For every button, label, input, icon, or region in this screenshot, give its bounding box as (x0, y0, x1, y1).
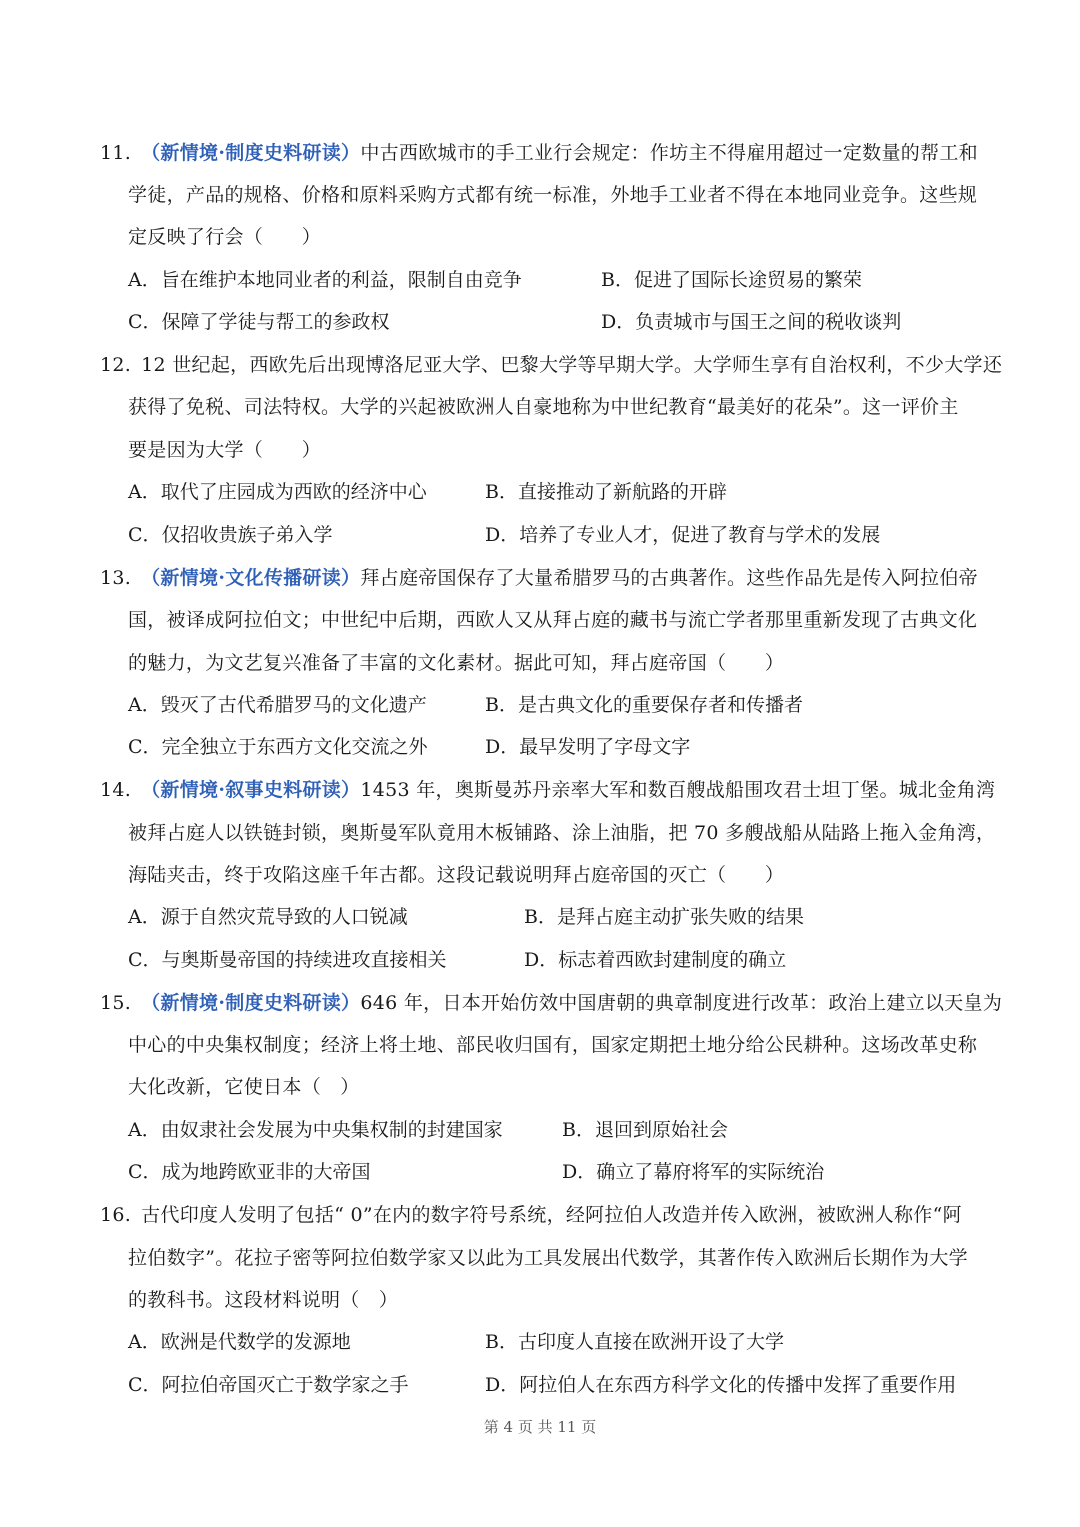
option-d[interactable]: D．最早发明了字母文字 (485, 736, 691, 758)
option-c[interactable]: C．阿拉伯帝国灭亡于数学家之手 (128, 1374, 409, 1396)
option-c[interactable]: C．保障了学徒与帮工的参政权 (128, 311, 390, 333)
page-footer: 第 4 页 共 11 页 (483, 1418, 597, 1436)
question-text: 国，被译成阿拉伯文；中世纪中后期，西欧人又从拜占庭的藏书与流亡学者那里重新发现了古典文化 (128, 609, 978, 631)
option-d[interactable]: D．负责城市与国王之间的税收谈判 (601, 311, 902, 333)
option-c[interactable]: C．成为地跨欧亚非的大帝国 (128, 1161, 371, 1183)
question-number: 12. (100, 354, 132, 376)
question-text: 的魅力，为文艺复兴准备了丰富的文化素材。据此可知，拜占庭帝国（ ） (128, 652, 785, 674)
question-number: 15. (100, 992, 132, 1014)
question-text: 获得了免税、司法特权。大学的兴起被欧洲人自豪地称为中世纪教育“最美好的花朵”。这一评价主 (128, 396, 959, 418)
option-a[interactable]: A．旨在维护本地同业者的利益，限制自由竞争 (128, 269, 522, 291)
question-text: 中心的中央集权制度；经济上将土地、部民收归国有，国家定期把土地分给公民耕种。这场改革史称 (128, 1034, 978, 1056)
question-text: 的教科书。这段材料说明（ ） (128, 1289, 399, 1311)
question-text: 中古西欧城市的手工业行会规定：作坊主不得雇用超过一定数量的帮工和 (360, 142, 978, 164)
option-a[interactable]: A．取代了庄园成为西欧的经济中心 (128, 481, 427, 503)
question-tag: （新情境·制度史料研读） (141, 142, 361, 164)
question-first-line (100, 777, 995, 803)
option-b[interactable]: B．是古典文化的重要保存者和传播者 (485, 694, 803, 716)
option-d[interactable]: D．确立了幕府将军的实际统治 (562, 1161, 825, 1183)
option-b[interactable]: B．直接推动了新航路的开辟 (485, 481, 727, 503)
question-first-line (100, 140, 978, 166)
question-first-line (100, 352, 1002, 378)
question-text: 定反映了行会（ ） (128, 226, 322, 248)
option-a[interactable]: A．欧洲是代数学的发源地 (128, 1331, 351, 1353)
option-b[interactable]: B．促进了国际长途贸易的繁荣 (601, 269, 862, 291)
question-first-line (100, 1202, 962, 1228)
question-first-line (100, 565, 978, 591)
question-tag: （新情境·文化传播研读） (141, 567, 361, 589)
question-first-line (100, 990, 1002, 1016)
question-tag: （新情境·叙事史料研读） (141, 779, 361, 801)
option-d[interactable]: D．阿拉伯人在东西方科学文化的传播中发挥了重要作用 (485, 1374, 957, 1396)
question-tag: （新情境·制度史料研读） (141, 992, 361, 1014)
option-b[interactable]: B．古印度人直接在欧洲开设了大学 (485, 1331, 784, 1353)
option-a[interactable]: A．源于自然灾荒导致的人口锐减 (128, 906, 408, 928)
question-text: 学徒，产品的规格、价格和原料采购方式都有统一标准，外地手工业者不得在本地同业竞争。这些规 (128, 184, 978, 206)
question-number: 13. (100, 567, 132, 589)
option-b[interactable]: B．是拜占庭主动扩张失败的结果 (524, 906, 804, 928)
option-c[interactable]: C．完全独立于东西方文化交流之外 (128, 736, 428, 758)
question-text: 12 世纪起，西欧先后出现博洛尼亚大学、巴黎大学等早期大学。大学师生享有自治权利，不少大学还 (141, 354, 1003, 376)
option-d[interactable]: D．标志着西欧封建制度的确立 (524, 949, 787, 971)
question-text: 要是因为大学（ ） (128, 439, 322, 461)
question-text: 1453 年，奥斯曼苏丹亲率大军和数百艘战船围攻君士坦丁堡。城北金角湾 (360, 779, 996, 801)
option-a[interactable]: A．毁灭了古代希腊罗马的文化遗产 (128, 694, 427, 716)
question-text: 古代印度人发明了包括“ 0”在内的数字符号系统，经阿拉伯人改造并传入欧洲，被欧洲人称作“阿 (141, 1204, 962, 1226)
question-text: 海陆夹击，终于攻陷这座千年古都。这段记载说明拜占庭帝国的灭亡（ ） (128, 864, 785, 886)
question-text: 被拜占庭人以铁链封锁，奥斯曼军队竟用木板铺路、涂上油脂，把 70 多艘战船从陆路上拖入金角湾， (128, 822, 996, 844)
question-text: 拉伯数字”。花拉子密等阿拉伯数学家又以此为工具发展出代数学，其著作传入欧洲后长期作为大学 (128, 1247, 968, 1269)
question-number: 11. (100, 142, 132, 164)
question-number: 14. (100, 779, 132, 801)
option-a[interactable]: A．由奴隶社会发展为中央集权制的封建国家 (128, 1119, 503, 1141)
question-text: 大化改新，它使日本（ ） (128, 1076, 360, 1098)
option-d[interactable]: D．培养了专业人才，促进了教育与学术的发展 (485, 524, 881, 546)
question-text: 646 年，日本开始仿效中国唐朝的典章制度进行改革：政治上建立以天皇为 (360, 992, 1003, 1014)
option-c[interactable]: C．仅招收贵族子弟入学 (128, 524, 333, 546)
option-c[interactable]: C．与奥斯曼帝国的持续进攻直接相关 (128, 949, 447, 971)
question-text: 拜占庭帝国保存了大量希腊罗马的古典著作。这些作品先是传入阿拉伯帝 (360, 567, 978, 589)
option-b[interactable]: B．退回到原始社会 (562, 1119, 728, 1141)
question-number: 16. (100, 1204, 132, 1226)
